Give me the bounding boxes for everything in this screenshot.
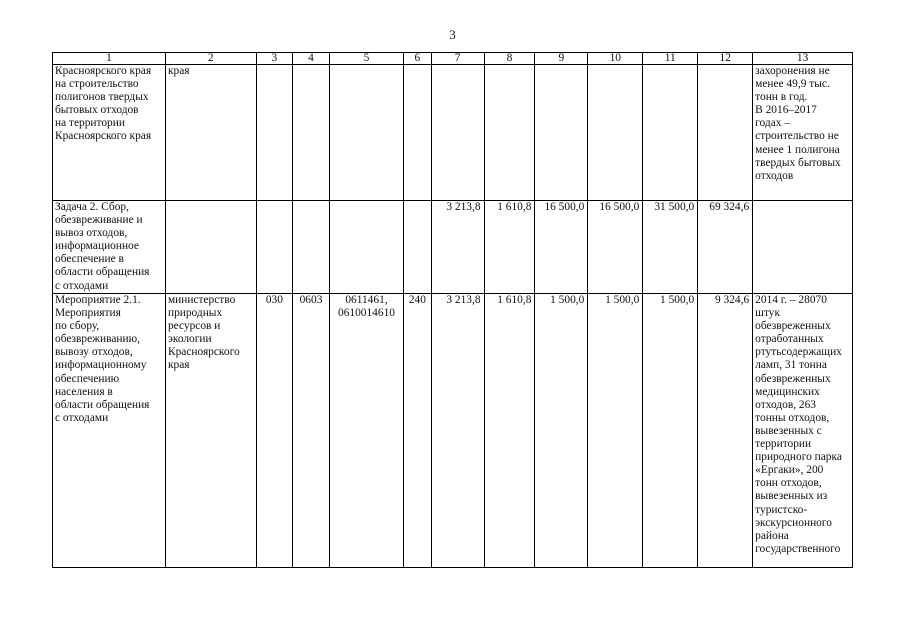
cell-amount-9 <box>535 65 588 201</box>
col-header-12: 12 <box>698 53 753 65</box>
cell-rzpr <box>293 65 330 201</box>
col-header-6: 6 <box>404 53 431 65</box>
cell-total <box>698 65 753 201</box>
col-header-2: 2 <box>165 53 256 65</box>
cell-amount-9: 1 500,0 <box>535 294 588 568</box>
col-header-4: 4 <box>293 53 330 65</box>
col-header-8: 8 <box>484 53 535 65</box>
col-header-9: 9 <box>535 53 588 65</box>
cell-csr <box>329 65 403 201</box>
table-row-measure-2-1 <box>53 294 853 568</box>
col-header-13: 13 <box>753 53 853 65</box>
cell-amount-8 <box>484 65 535 201</box>
cell-vr <box>404 65 431 201</box>
cell-csr: 0611461, 0610014610 <box>329 294 403 568</box>
cell-total: 69 324,6 <box>698 201 753 294</box>
cell-amount-10: 1 500,0 <box>588 294 643 568</box>
col-header-7: 7 <box>431 53 484 65</box>
cell-amount-9: 16 500,0 <box>535 201 588 294</box>
cell-name: Мероприятие 2.1. Мероприятия по сбору, обезвреживанию, вывозу отходов, информационному обеспечению населения в области обращения с отходами <box>53 294 166 568</box>
cell-responsible: министерство природных ресурсов и экологии Красноярского края <box>165 294 256 568</box>
cell-amount-7 <box>431 65 484 201</box>
table-row-landfill-continuation <box>53 65 853 201</box>
table-row-task-2 <box>53 201 853 294</box>
cell-expected-result: 2014 г. – 28070 штук обезвреженных отработанных ртутьсодержащих ламп, 31 тонна обезвреженных медицинских отходов, 263 тонны отходов, вывезенных с территории природного парка «Ергаки», 200 тонн отходов, вывезенных из туристско- экскурсионного района государственного <box>753 294 853 568</box>
col-header-3: 3 <box>256 53 293 65</box>
cell-name: Красноярского края на строительство полигонов твердых бытовых отходов на территории Красноярского края <box>53 65 166 201</box>
cell-responsible <box>165 201 256 294</box>
cell-amount-10 <box>588 65 643 201</box>
cell-expected-result <box>753 201 853 294</box>
cell-amount-7: 3 213,8 <box>431 294 484 568</box>
cell-amount-11: 1 500,0 <box>643 294 698 568</box>
col-header-5: 5 <box>329 53 403 65</box>
cell-grbs <box>256 65 293 201</box>
column-number-row <box>53 53 853 65</box>
cell-vr <box>404 201 431 294</box>
cell-amount-8: 1 610,8 <box>484 294 535 568</box>
page-number: 3 <box>449 27 456 42</box>
cell-vr: 240 <box>404 294 431 568</box>
cell-responsible: края <box>165 65 256 201</box>
cell-name: Задача 2. Сбор, обезвреживание и вывоз отходов, информационное обеспечение в области обращения с отходами <box>53 201 166 294</box>
program-table <box>52 52 853 568</box>
cell-amount-11 <box>643 65 698 201</box>
col-header-11: 11 <box>643 53 698 65</box>
cell-amount-8: 1 610,8 <box>484 201 535 294</box>
cell-grbs <box>256 201 293 294</box>
col-header-10: 10 <box>588 53 643 65</box>
cell-rzpr <box>293 201 330 294</box>
cell-csr <box>329 201 403 294</box>
cell-total: 9 324,6 <box>698 294 753 568</box>
cell-amount-10: 16 500,0 <box>588 201 643 294</box>
cell-amount-7: 3 213,8 <box>431 201 484 294</box>
col-header-1: 1 <box>53 53 166 65</box>
cell-rzpr: 0603 <box>293 294 330 568</box>
cell-expected-result: захоронения не менее 49,9 тыс. тонн в год. В 2016–2017 годах – строительство не менее 1 полигона твердых бытовых отходов <box>753 65 853 201</box>
cell-amount-11: 31 500,0 <box>643 201 698 294</box>
cell-grbs: 030 <box>256 294 293 568</box>
